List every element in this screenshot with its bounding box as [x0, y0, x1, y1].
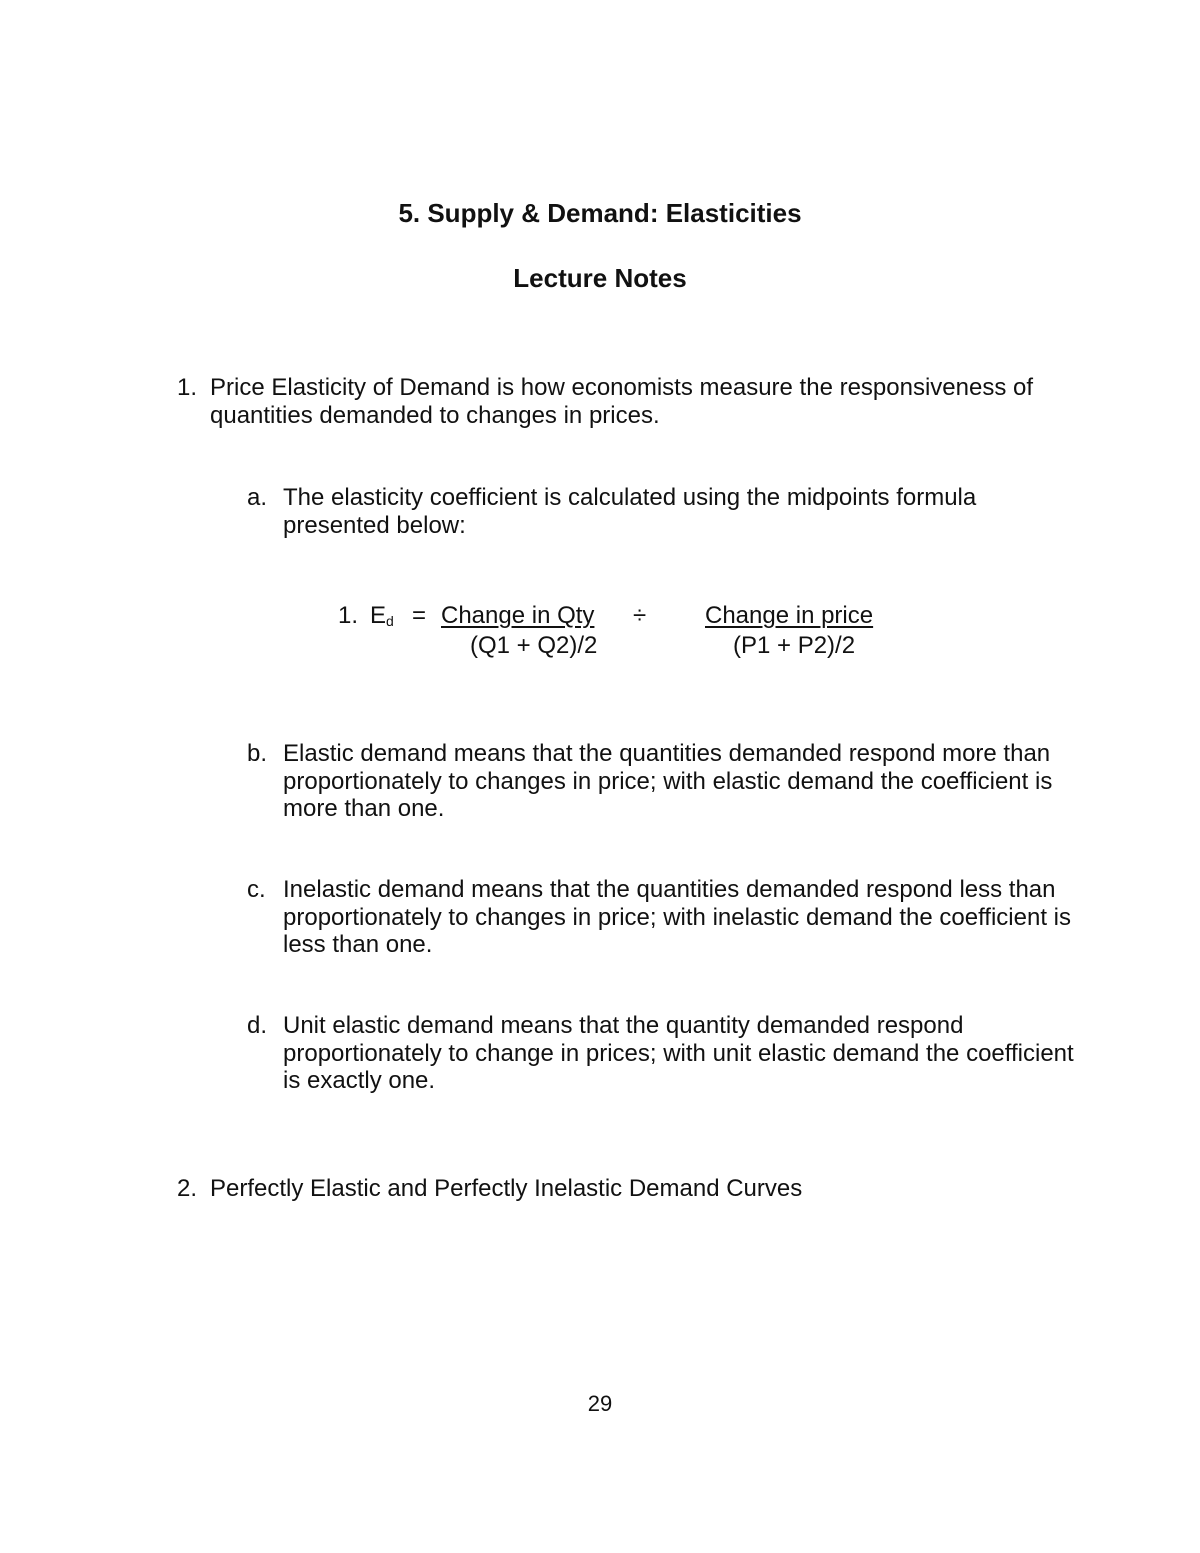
list-item-b-line-3: more than one. [283, 795, 445, 822]
list-item-a-marker: a. [247, 484, 268, 511]
section-1-line-1: Price Elasticity of Demand is how economists measure the responsiveness of [210, 374, 1034, 401]
section-1-line-2: quantities demanded to changes in prices. [210, 402, 660, 429]
list-item-c-marker: c. [247, 876, 266, 903]
page-title: 5. Supply & Demand: Elasticities [398, 198, 802, 228]
formula-denominator-right: (P1 + P2)/2 [733, 632, 856, 659]
formula-equals: = [412, 602, 427, 629]
list-item-b-marker: b. [247, 740, 268, 767]
section-1-marker: 1. [177, 374, 198, 401]
list-item-a-line-1: The elasticity coefficient is calculated using the midpoints formula [283, 484, 977, 511]
formula-lhs [370, 602, 394, 630]
list-item-a-line-2: presented below: [283, 512, 466, 539]
formula-lhs-subscript: d [386, 613, 394, 629]
list-item-d-line-2: proportionately to change in prices; with unit elastic demand the coefficient [283, 1040, 1074, 1067]
list-item-c-line-2: proportionately to changes in price; with inelastic demand the coefficient is [283, 904, 1072, 931]
page-subtitle: Lecture Notes [513, 263, 687, 293]
formula-marker: 1. [338, 602, 359, 629]
list-item-b-line-2: proportionately to changes in price; with elastic demand the coefficient is [283, 768, 1053, 795]
list-item-b-line-1: Elastic demand means that the quantities demanded respond more than [283, 740, 1051, 767]
formula-lhs-symbol: E [370, 602, 387, 629]
formula-divide-operator: ÷ [633, 602, 647, 629]
list-item-c-line-3: less than one. [283, 931, 433, 958]
formula-numerator-right: Change in price [705, 602, 874, 629]
formula-numerator-left: Change in Qty [441, 602, 595, 629]
list-item-d-line-3: is exactly one. [283, 1067, 436, 1094]
formula-denominator-left: (Q1 + Q2)/2 [470, 632, 598, 659]
list-item-c-line-1: Inelastic demand means that the quantities demanded respond less than [283, 876, 1056, 903]
section-2-marker: 2. [177, 1175, 198, 1202]
list-item-d-line-1: Unit elastic demand means that the quantity demanded respond [283, 1012, 964, 1039]
section-2-text: Perfectly Elastic and Perfectly Inelastic Demand Curves [210, 1175, 803, 1202]
page-number: 29 [587, 1391, 613, 1416]
list-item-d-marker: d. [247, 1012, 268, 1039]
